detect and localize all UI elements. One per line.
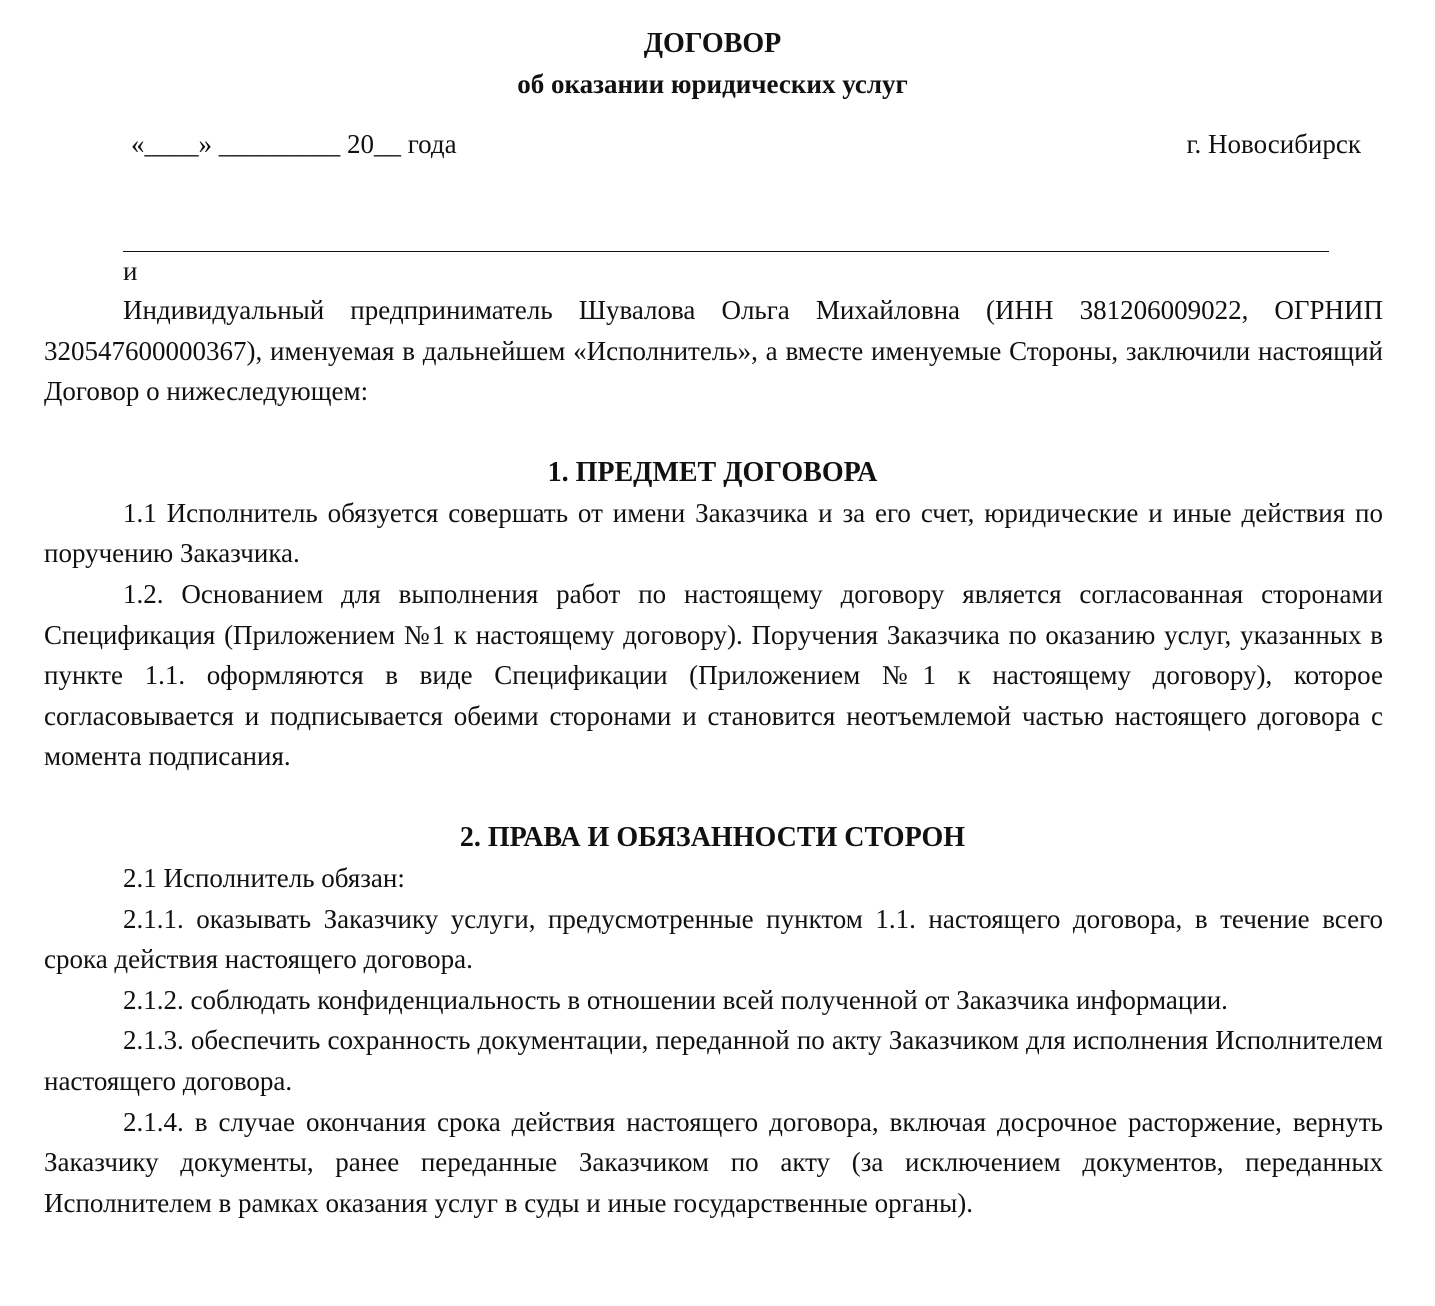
section-1-title: 1. ПРЕДМЕТ ДОГОВОРА (547, 456, 878, 488)
contract-date: «____» _________ 20__ года (131, 129, 457, 159)
party-blank-line (123, 225, 1329, 252)
clause-2-1-3: 2.1.3. обеспечить сохранность документации, переданной по акту Заказчиком для исполнения Исполнителем настоящего договора. (44, 1025, 1383, 1096)
clause-2-1-1: 2.1.1. оказывать Заказчику услуги, предусмотренные пунктом 1.1. настоящего договора, в течение всего срока действия настоящего договора. (44, 903, 1383, 975)
intro-paragraph: Индивидуальный предприниматель Шувалова Ольга Михайловна (ИНН 381206009022, ОГРНИП 320547600000367), именуемая в дальнейшем «Исполнитель», а вместе именуемые Стороны, заключили настоящий Договор о нижеследующем: (44, 295, 1383, 407)
document-subtitle: об оказании юридических услуг (517, 69, 908, 99)
clause-1-1: 1.1 Исполнитель обязуется совершать от имени Заказчика и за его счет, юридические и иные действия по поручению Заказчика. (44, 497, 1383, 569)
clause-2-1-4: 2.1.4. в случае окончания срока действия настоящего договора, включая досрочное расторжение, вернуть Заказчику документы, ранее переданные Заказчиком по акту (за исключением документов, переданных Исполнителем в рамках оказания услуг в суды и иные государственные органы). (44, 1106, 1383, 1218)
and-word: и (123, 256, 138, 286)
contract-city: г. Новосибирск (1186, 129, 1361, 159)
clause-2-1-2: 2.1.2. соблюдать конфиденциальность в отношении всей полученной от Заказчика информации. (123, 984, 1228, 1015)
date-city-row (44, 124, 1383, 168)
document-title: ДОГОВОР (643, 28, 782, 59)
clause-1-2: 1.2. Основанием для выполнения работ по настоящему договору является согласованная сторонами Спецификация (Приложением №1 к настоящему договору). Поручения Заказчика по оказанию услуг, указанных в пункте 1.1. оформляются в виде Спецификации (Приложением №1 к настоящему договору), которое согласовывается и подписывается обеими сторонами и становится неотъемлемой частью настоящего договора с момента подписания. (44, 578, 1383, 772)
section-2-title: 2. ПРАВА И ОБЯЗАННОСТИ СТОРОН (459, 821, 966, 853)
clause-2-1: 2.1 Исполнитель обязан: (123, 862, 405, 893)
contract-page (44, 24, 1383, 1223)
